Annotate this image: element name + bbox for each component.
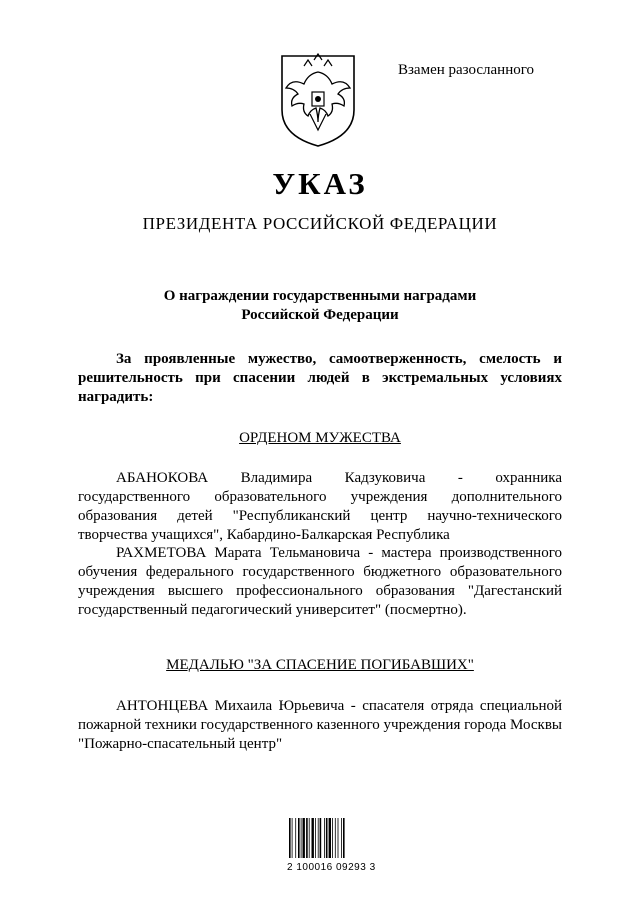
preamble-text: За проявленные мужество, самоотверженность, смелость и решительность при спасении людей в экстремальных условиях наградить:	[78, 351, 562, 405]
subject-line-1: О награждении государственными наградами	[163, 288, 477, 304]
recipient-paragraph	[78, 469, 562, 545]
subject-line-2: Российской Федерации	[241, 307, 399, 323]
decree-preamble	[78, 350, 562, 407]
decree-subject	[0, 287, 640, 325]
recipient-text: АБАНОКОВА Владимира Кадзуковича - охранника государственного образовательного учреждения дополнительного образования детей "Республиканский центр научно-технического творчества учащихся", Кабардино-Балкарская Республика	[78, 470, 562, 543]
recipient-paragraph	[78, 697, 562, 754]
barcode-icon	[287, 818, 367, 858]
document-title: УКАЗ	[272, 166, 368, 201]
replacement-note: Взамен разосланного	[398, 62, 535, 78]
award-heading-order-of-courage: ОРДЕНОМ МУЖЕСТВА	[239, 430, 401, 446]
barcode-number: 2 100016 09293 3	[287, 862, 376, 873]
recipient-text: РАХМЕТОВА Марата Тельмановича - мастера производственного обучения федерального государственного бюджетного образовательного учреждения высшего профессионального образования "Дагестанский государственный педагогический университет" (посмертно).	[78, 545, 562, 618]
recipient-text: АНТОНЦЕВА Михаила Юрьевича - спасателя отряда специальной пожарной техники государственного казенного учреждения города Москвы "Пожарно-спасательный центр"	[78, 698, 562, 752]
award-heading-rescue-medal: МЕДАЛЬЮ "ЗА СПАСЕНИЕ ПОГИБАВШИХ"	[166, 657, 474, 673]
recipient-paragraph	[78, 544, 562, 620]
document-subtitle: ПРЕЗИДЕНТА РОССИЙСКОЙ ФЕДЕРАЦИИ	[142, 214, 498, 233]
coat-of-arms-icon	[276, 52, 360, 148]
